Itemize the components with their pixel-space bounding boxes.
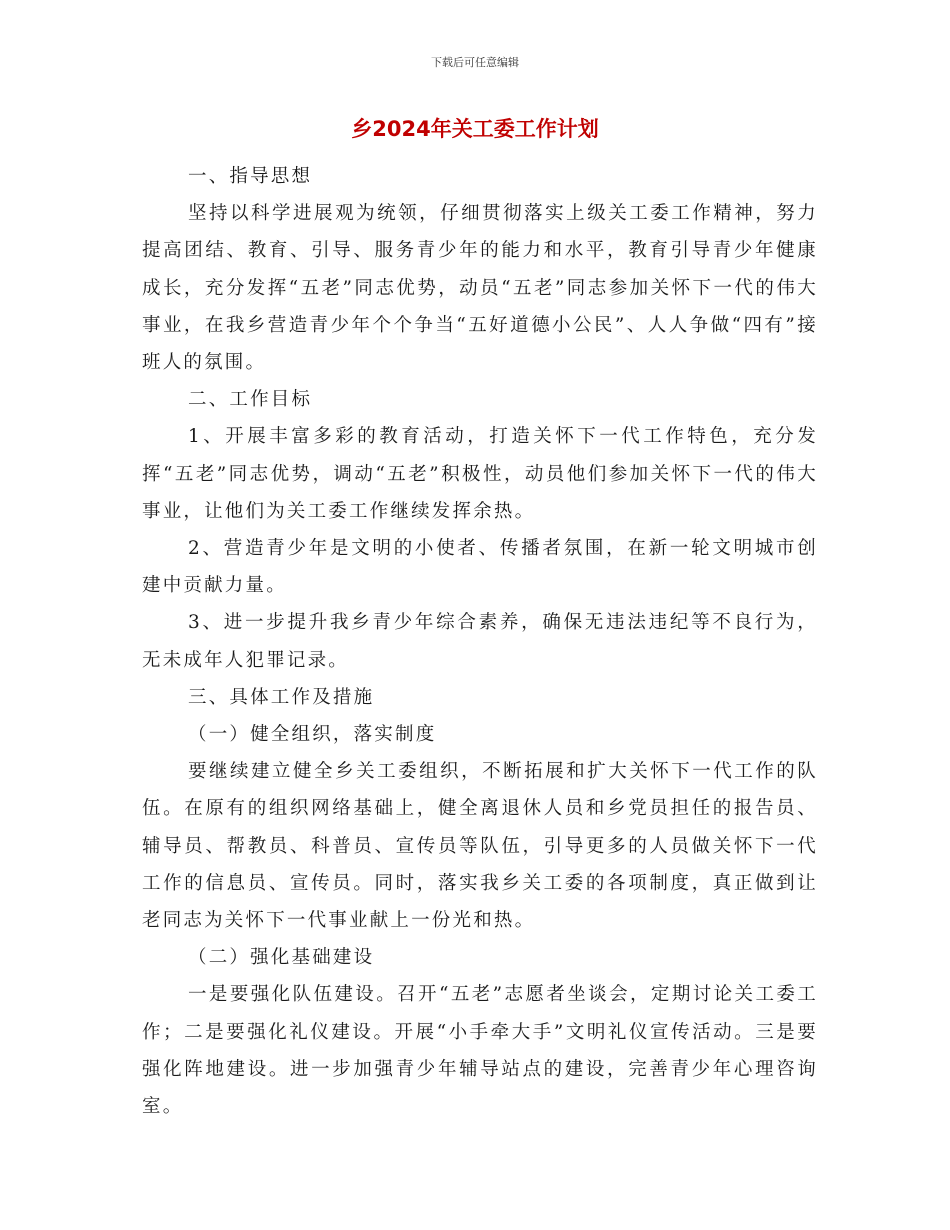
paragraph: 要继续建立健全乡关工委组织，不断拓展和扩大关怀下一代工作的队伍。在原有的组织网络基础上，健全离退休人员和乡党员担任的报告员、辅导员、帮教员、科普员、宣传员等队伍，引导更多的人员做关怀下一代工作的信息员、宣传员。同时，落实我乡关工委的各项制度，真正做到让老同志为关怀下一代事业献上一份光和热。: [142, 761, 818, 932]
document-title: 乡2024年关工委工作计划: [351, 117, 599, 141]
header-note: 下载后可任意编辑: [431, 56, 519, 69]
section-heading: 一、指导思想: [188, 166, 313, 187]
section-heading: 三、具体工作及措施: [188, 686, 375, 708]
paragraph: 3、进一步提升我乡青少年综合素养，确保无违法违纪等不良行为，无未成年人犯罪记录。: [142, 612, 818, 671]
paragraph: 坚持以科学进展观为统领，仔细贯彻落实上级关工委工作精神，努力提高团结、教育、引导、服务青少年的能力和水平，教育引导青少年健康成长，充分发挥“五老”同志优势，动员“五老”同志参加关怀下一代的伟大事业，在我乡营造青少年个个争当“五好道德小公民”、人人争做“四有”接班人的氛围。: [142, 203, 818, 374]
paragraph: 1、开展丰富多彩的教育活动，打造关怀下一代工作特色，充分发挥“五老”同志优势，调动“五老”积极性，动员他们参加关怀下一代的伟大事业，让他们为关工委工作继续发挥余热。: [142, 426, 818, 522]
subsection-heading: （二）强化基础建设: [188, 947, 375, 969]
subsection-heading: （一）健全组织，落实制度: [188, 724, 437, 746]
paragraph: 一是要强化队伍建设。召开“五老”志愿者坐谈会，定期讨论关工委工作；二是要强化礼仪建设。开展“小手牵大手”文明礼仪宣传活动。三是要强化阵地建设。进一步加强青少年辅导站点的建设，完善青少年心理咨询室。: [142, 984, 818, 1118]
section-heading: 二、工作目标: [188, 389, 313, 411]
paragraph: 2、营造青少年是文明的小使者、传播者氛围，在新一轮文明城市创建中贡献力量。: [142, 538, 818, 597]
document-body: [142, 158, 818, 1125]
